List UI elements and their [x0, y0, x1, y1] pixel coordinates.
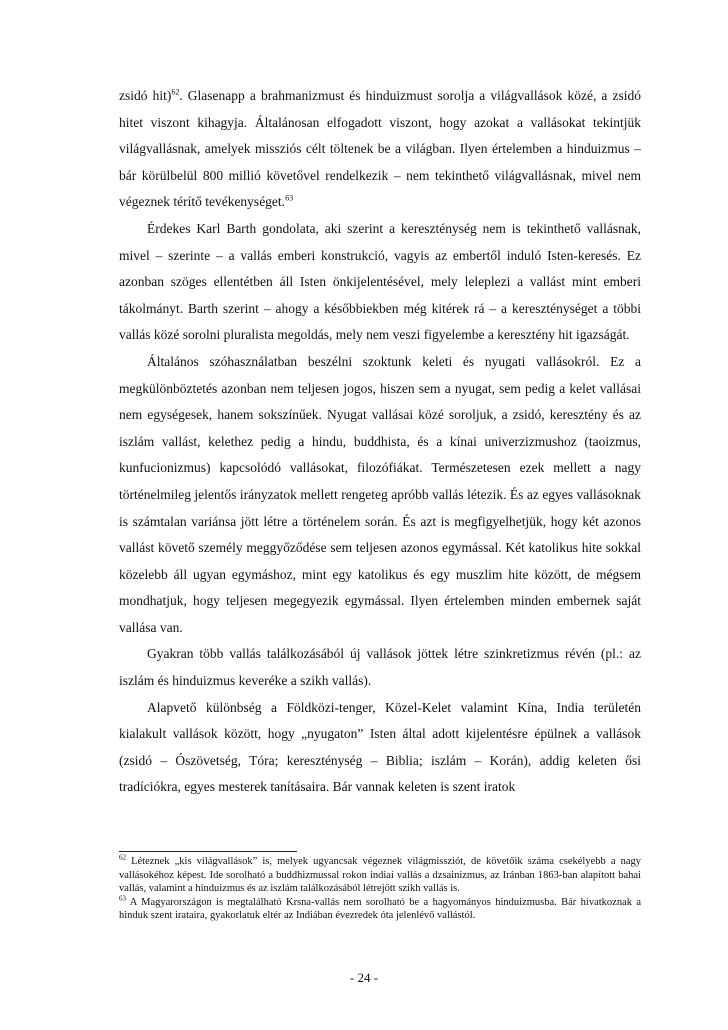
paragraph-3: Általános szóhasználatban beszélni szoktunk keleti és nyugati vallásokról. Ez a megkülönböztetés azonban nem teljesen jogos, hiszen sem a nyugat, sem pedig a kelet vallásai nem egységesek, hanem sokszínűek. Nyugat vallásai közé soroljuk, a zsidó, keresztény és az iszlám vallást, kelethez pedig a hindu, buddhista, és a kínai univerzizmushoz (taoizmus, kunfucionizmus) kapcsolódó vallásokat, filozófiákat. Természetesen ezek mellett a nagy történelmileg jelentős irányzatok mellett rengeteg apróbb vallás létezik. És az egyes vallásoknak is számtalan variánsa jött létre a történelem során. És azt is megfigyelhetjük, hogy két azonos vallást követő személy meggyőződése sem teljesen azonos egymással. Két katolikus hite sokkal közelebb áll ugyan egymáshoz, mint egy katolikus és egy muszlim hite között, de mégsem mondhatjuk, hogy teljesen megegyezik egymással. Ilyen értelemben minden embernek saját vallása van. [119, 353, 641, 635]
paragraph-1 [119, 83, 641, 216]
footnote-separator [119, 851, 297, 852]
footnote-63 [119, 896, 641, 923]
body-text [119, 83, 641, 801]
footnote-ref-63[interactable]: 63 [285, 193, 294, 203]
paragraph-1-start: zsidó hit) [119, 88, 172, 103]
footnotes [119, 855, 641, 923]
footnote-62-text: Léteznek „kis világvallások” is, melyek ugyancsak végeznek világmissziót, de követőik száma csekélyebb a nagy vallásokéhoz képest. Ide sorolható a buddhizmussal rokon indiai vallás a dzsainizmus, az Iránban 1863-ban alapított bahai vallás, valamint a hinduizmus és az iszlám találkozásából létrejött szikh vallás is. [119, 856, 641, 895]
footnote-63-text: A Magyarországon is megtalálható Krsna-vallás nem sorolható be a hagyományos hinduizmusba. Bár hivatkoznak a hinduk szent irataira, gyakorlatuk eltér az Indiában évezredek óta jelenlévő vallástól. [119, 896, 641, 922]
footnote-62 [119, 855, 641, 896]
paragraph-2: Érdekes Karl Barth gondolata, aki szerint a kereszténység nem is tekinthető vallásnak, mivel – szerinte – a vallás emberi konstrukció, vagyis az embertől induló Isten-keresés. Ez azonban szöges ellentétben áll Isten önkijelentésével, mely leleplezi a vallást mint emberi tákolmányt. Barth szerint – ahogy a későbbiekben még kitérek rá – a kereszténységet a többi vallás közé sorolni pluralista megoldás, mely nem veszi figyelembe a keresztény hit igazságát. [119, 220, 641, 343]
paragraph-1-rest: . Glasenapp a brahmanizmust és hinduizmust sorolja a világvallások közé, a zsidó hitet viszont kihagyja. Általánosan elfogadott viszont, hogy azokat a vallásokat tekintjük világvallásnak, amelyek missziós célt töltenek be a világban. Ilyen értelemben a hinduizmus – bár körülbelül 800 millió követővel rendelkezik – nem tekinthető világvallásnak, mivel nem végeznek térítő tevékenységet. [119, 88, 641, 210]
footnote-62-mark: 62 [119, 853, 126, 862]
paragraph-5: Alapvető különbség a Földközi-tenger, Közel-Kelet valamint Kína, India területén kialakult vallások között, hogy „nyugaton” Isten által adott kijelentésre épülnek a vallások (zsidó – Ószövetség, Tóra; kereszténység – Biblia; iszlám – Korán), addig keleten ősi tradíciókra, egyes mesterek tanításaira. Bár vannak keleten is szent iratok [119, 699, 641, 795]
footnote-ref-62[interactable]: 62 [171, 87, 180, 97]
page-number: - 24 - [349, 970, 379, 985]
footnote-63-mark: 63 [119, 894, 126, 903]
paragraph-4: Gyakran több vallás találkozásából új vallások jöttek létre szinkretizmus révén (pl.: az iszlám és hinduizmus keveréke a szikh vallás). [119, 646, 641, 689]
